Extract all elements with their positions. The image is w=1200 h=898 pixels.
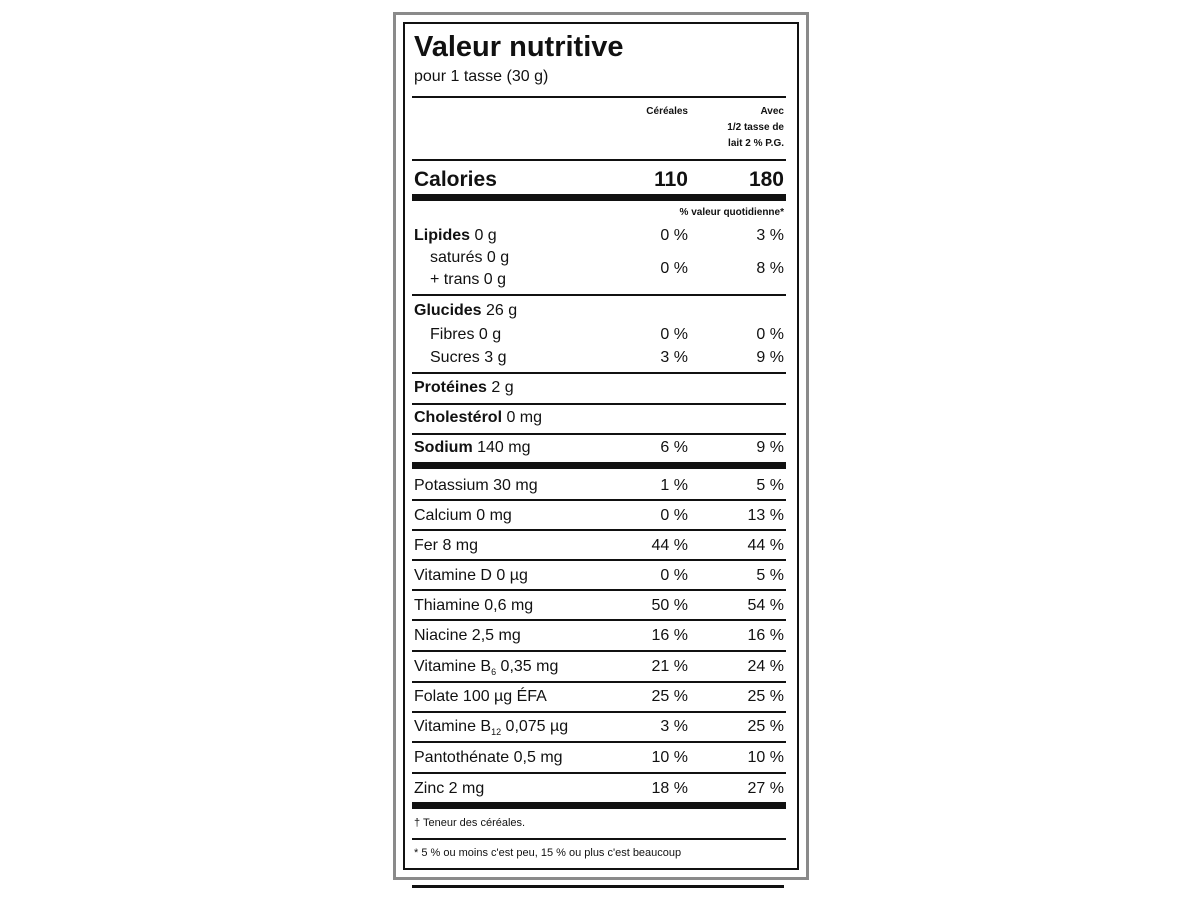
calories-milk: 180: [748, 168, 784, 191]
fer-milk: 44 %: [747, 537, 784, 554]
vitamine-b6-milk: 24 %: [747, 658, 784, 675]
nutrient-row-vitamine-b12: Vitamine $B_{12}$ 0,075 µg: [414, 718, 569, 738]
nutrient-row-niacine: Niacine 2,5 mg: [414, 627, 521, 644]
nutrient-satures: saturés 0 g: [430, 249, 510, 266]
nutrient-glucides: Glucides 26 g: [414, 302, 518, 319]
column-header-milk-3: lait 2 % P.G.: [728, 138, 784, 149]
nutrient-sucres: Sucres 3 g: [430, 349, 507, 366]
pantothenate-milk: 10 %: [747, 749, 784, 766]
footnote-daily-value: * 5 % ou moins c'est peu, 15 % ou plus c'est beaucoup: [414, 847, 682, 859]
divider: [412, 772, 786, 774]
calcium-milk: 13 %: [747, 507, 784, 524]
divider: [412, 433, 786, 435]
fer-cereal: 44 %: [651, 537, 688, 554]
fibres-cereal: 0 %: [660, 326, 688, 343]
lipides-cereal: 0 %: [660, 227, 688, 244]
divider: [412, 681, 786, 683]
dv-header: % valeur quotidienne*: [679, 207, 784, 218]
sodium-milk: 9 %: [756, 439, 784, 456]
label-title: Valeur nutritive: [414, 31, 624, 63]
divider: [412, 711, 786, 713]
calories-cereal: 110: [654, 168, 688, 191]
sucres-milk: 9 %: [756, 349, 784, 366]
divider: [412, 96, 786, 98]
sodium-cereal: 6 %: [660, 439, 688, 456]
divider: [412, 619, 786, 621]
divider: [412, 294, 786, 296]
vitamine-d-milk: 5 %: [756, 567, 784, 584]
divider: [412, 529, 786, 531]
calcium-cereal: 0 %: [660, 507, 688, 524]
potassium-milk: 5 %: [756, 477, 784, 494]
thiamine-cereal: 50 %: [651, 597, 688, 614]
divider: [412, 372, 786, 374]
divider: [412, 741, 786, 743]
satures-milk: 8 %: [756, 260, 784, 277]
thick-divider: [412, 802, 786, 809]
column-header-cereal: Céréales: [646, 106, 688, 117]
nutrient-row-potassium: Potassium 30 mg: [414, 477, 538, 494]
nutrient-row-folate: Folate 100 µg ÉFA: [414, 688, 547, 705]
calories-label: Calories: [414, 168, 497, 191]
next-panel-edge: [412, 885, 784, 898]
divider: [412, 589, 786, 591]
thick-divider: [412, 194, 786, 201]
nutrient-fibres: Fibres 0 g: [430, 326, 502, 343]
divider: [412, 159, 786, 161]
nutrient-row-zinc: Zinc 2 mg: [414, 780, 485, 797]
divider: [412, 403, 786, 405]
nutrient-row-thiamine: Thiamine 0,6 mg: [414, 597, 534, 614]
nutrient-trans: + trans 0 g: [430, 271, 507, 288]
vitamine-b12-cereal: 3 %: [660, 718, 688, 735]
zinc-milk: 27 %: [747, 780, 784, 797]
pantothenate-cereal: 10 %: [651, 749, 688, 766]
fibres-milk: 0 %: [756, 326, 784, 343]
nutrient-row-calcium: Calcium 0 mg: [414, 507, 512, 524]
nutrient-lipides: Lipides 0 g: [414, 227, 497, 244]
folate-cereal: 25 %: [651, 688, 688, 705]
divider: [412, 650, 786, 652]
nutrient-row-vitamine-b6: Vitamine $B_6$ 0,35 mg: [414, 658, 559, 678]
column-header-milk-2: 1/2 tasse de: [727, 122, 784, 133]
nutrient-row-pantothenate: Pantothénate 0,5 mg: [414, 749, 563, 766]
vitamine-b12-milk: 25 %: [747, 718, 784, 735]
vitamine-d-cereal: 0 %: [660, 567, 688, 584]
lipides-milk: 3 %: [756, 227, 784, 244]
niacine-cereal: 16 %: [651, 627, 688, 644]
nutrient-row-fer: Fer 8 mg: [414, 537, 479, 554]
zinc-cereal: 18 %: [651, 780, 688, 797]
vitamine-b6-cereal: 21 %: [651, 658, 688, 675]
potassium-cereal: 1 %: [660, 477, 688, 494]
thiamine-milk: 54 %: [747, 597, 784, 614]
thick-divider: [412, 462, 786, 469]
nutrient-proteines: Protéines 2 g: [414, 379, 514, 396]
column-header-milk-1: Avec: [760, 106, 784, 117]
nutrient-sodium: Sodium 140 mg: [414, 439, 531, 456]
sucres-cereal: 3 %: [660, 349, 688, 366]
nutrient-cholesterol: Cholestérol 0 mg: [414, 409, 543, 426]
folate-milk: 25 %: [747, 688, 784, 705]
divider: [412, 838, 786, 840]
divider: [412, 559, 786, 561]
niacine-milk: 16 %: [747, 627, 784, 644]
footnote-cereal: † Teneur des céréales.: [414, 817, 526, 829]
nutrient-row-vitamine-d: Vitamine D 0 µg: [414, 567, 528, 584]
serving-size: pour 1 tasse (30 g): [414, 68, 549, 85]
divider: [412, 499, 786, 501]
satures-cereal: 0 %: [660, 260, 688, 277]
